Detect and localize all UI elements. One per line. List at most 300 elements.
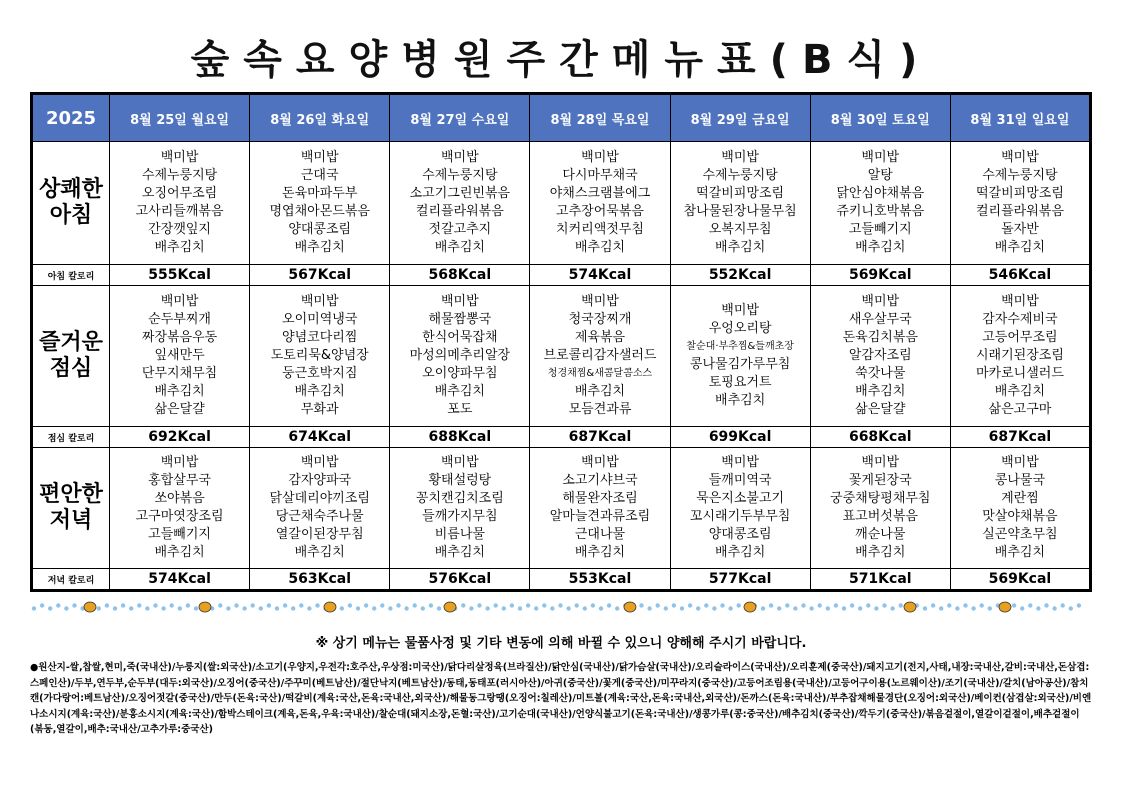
meal-label-line: 저녁 bbox=[49, 508, 93, 533]
bubble-dot bbox=[170, 603, 174, 607]
bubble-dot bbox=[372, 606, 376, 610]
notice-text: ※ 상기 메뉴는 물품사정 및 기타 변동에 의해 바뀔 수 있으니 양해해 주시기 바랍니다. bbox=[315, 636, 807, 651]
bubble-dot bbox=[380, 603, 384, 607]
bubble-dot bbox=[858, 606, 862, 610]
dish-item: 꽃게된장국 bbox=[848, 473, 912, 488]
dish-item: 배추김치 bbox=[434, 240, 485, 255]
dish-item: 배추김치 bbox=[855, 240, 906, 255]
dish-item: 배추김치 bbox=[434, 545, 485, 560]
dish-item: 실곤약초무침 bbox=[982, 527, 1058, 542]
bubble-dot bbox=[923, 606, 927, 610]
dish-item: 해물짬뽕국 bbox=[428, 312, 492, 327]
fish-icon bbox=[999, 602, 1011, 612]
bubble-dot bbox=[477, 603, 481, 607]
bubble-dot bbox=[1077, 603, 1081, 607]
dish-item: 백미밥 bbox=[160, 150, 199, 165]
dish-item: 당근채숙주나물 bbox=[275, 509, 364, 524]
meal-row bbox=[32, 448, 1091, 569]
dish-item: 명엽채아몬드볶음 bbox=[269, 204, 370, 219]
dish-item: 수제누룽지탕 bbox=[702, 168, 778, 183]
day-header: 8월 29일 금요일 bbox=[670, 94, 810, 142]
dish-item: 배추김치 bbox=[994, 384, 1046, 399]
year-cell: 2025 bbox=[32, 94, 110, 142]
dish-item: 간장깻잎지 bbox=[148, 222, 211, 237]
bubble-dot bbox=[461, 603, 465, 607]
bubble-dot bbox=[259, 606, 263, 610]
calorie-value: 555Kcal bbox=[110, 265, 250, 286]
dish-item: 배추김치 bbox=[154, 545, 205, 560]
dish-item: 백미밥 bbox=[861, 150, 900, 165]
dish-item: 삶은달걀 bbox=[154, 402, 205, 417]
meal-label-line: 상쾌한 bbox=[39, 177, 103, 202]
bubble-dot bbox=[526, 603, 530, 607]
menu-cell bbox=[810, 142, 950, 265]
dish-item: 고추장어묵볶음 bbox=[556, 204, 644, 219]
dish-item: 참나물된장나물무침 bbox=[683, 204, 797, 219]
dish-item: 열갈이된장무침 bbox=[275, 527, 364, 542]
dish-item: 수제누룽지탕 bbox=[982, 168, 1058, 183]
calorie-value: 563Kcal bbox=[250, 569, 390, 591]
dish-item: 배추김치 bbox=[574, 384, 626, 399]
dish-item: 닭살데리야끼조림 bbox=[269, 491, 370, 506]
meal-label-line: 즐거운 bbox=[39, 330, 103, 355]
bubble-dot bbox=[218, 603, 222, 607]
bubble-dot bbox=[728, 606, 732, 610]
bubble-dot bbox=[818, 603, 822, 607]
bubble-dot bbox=[510, 603, 514, 607]
fish-icon bbox=[744, 602, 756, 612]
menu-cell bbox=[110, 142, 250, 265]
bubble-dot bbox=[137, 603, 141, 607]
dish-item: 알감자조림 bbox=[848, 348, 912, 363]
dish-item: 마카로니샐러드 bbox=[975, 366, 1064, 381]
dish-item: 배추김치 bbox=[574, 545, 626, 560]
calorie-value: 568Kcal bbox=[390, 265, 530, 286]
bubble-dot bbox=[429, 603, 433, 607]
bubble-dot bbox=[485, 606, 489, 610]
bubble-dot bbox=[469, 606, 473, 610]
bubble-dot bbox=[704, 603, 708, 607]
bubble-dot bbox=[242, 606, 246, 610]
bubble-dot bbox=[615, 606, 619, 610]
dish-item: 백미밥 bbox=[300, 455, 339, 470]
bubble-dot bbox=[437, 606, 441, 610]
dish-item: 감자양파국 bbox=[288, 473, 352, 488]
bubble-dot bbox=[113, 606, 117, 610]
bubble-dot bbox=[64, 606, 68, 610]
day-header: 8월 26일 화요일 bbox=[250, 94, 390, 142]
dish-item: 배추김치 bbox=[715, 240, 766, 255]
bubble-dot bbox=[712, 606, 716, 610]
calorie-label: 점심 칼로리 bbox=[32, 427, 110, 448]
dish-item: 배추김치 bbox=[154, 384, 205, 399]
dish-item: 백미밥 bbox=[581, 455, 619, 470]
bubble-dot bbox=[664, 606, 668, 610]
bubble-dot bbox=[793, 606, 797, 610]
dish-item: 순두부찌개 bbox=[148, 312, 211, 327]
day-header: 8월 30일 토요일 bbox=[810, 94, 950, 142]
bubble-dot bbox=[1052, 606, 1056, 610]
menu-cell bbox=[530, 142, 670, 265]
menu-cell bbox=[530, 448, 670, 569]
bubble-dot bbox=[720, 603, 724, 607]
bubble-dot bbox=[518, 606, 522, 610]
dish-item: 떡갈비피망조림 bbox=[696, 186, 785, 201]
fish-icon bbox=[324, 602, 336, 612]
bubble-dot bbox=[834, 603, 838, 607]
bubble-dot bbox=[40, 603, 44, 607]
dish-item: 황태설렁탕 bbox=[428, 473, 492, 488]
bubble-dot bbox=[502, 606, 506, 610]
dish-item: 알탕 bbox=[867, 168, 893, 183]
dish-item: 백미밥 bbox=[300, 294, 339, 309]
meal-label-line: 점심 bbox=[49, 356, 93, 381]
bubble-dot bbox=[688, 603, 692, 607]
dish-item: 젓갈고추지 bbox=[428, 222, 492, 237]
bubble-dot bbox=[1020, 606, 1024, 610]
menu-cell bbox=[390, 142, 530, 265]
dish-item: 배추김치 bbox=[574, 240, 626, 255]
dish-item: 백미밥 bbox=[1001, 455, 1039, 470]
bubble-dot bbox=[105, 603, 109, 607]
bubble-dot bbox=[129, 606, 133, 610]
dish-item: 야채스크램블에그 bbox=[549, 186, 651, 201]
dish-item: 배추김치 bbox=[994, 240, 1046, 255]
bubble-dot bbox=[534, 606, 538, 610]
bubble-dot bbox=[737, 603, 741, 607]
dish-item: 돈육김치볶음 bbox=[842, 330, 918, 345]
bubble-dot bbox=[186, 603, 190, 607]
dish-item: 치커리액젓무침 bbox=[556, 222, 644, 237]
bubble-dot bbox=[696, 606, 700, 610]
bubble-dot bbox=[971, 606, 975, 610]
menu-cell bbox=[110, 286, 250, 427]
menu-cell bbox=[950, 286, 1090, 427]
dish-item: 쥬키니호박볶음 bbox=[836, 204, 925, 219]
dish-item: 해물완자조림 bbox=[562, 491, 638, 506]
bubble-dot bbox=[801, 603, 805, 607]
dish-item: 양대콩조림 bbox=[708, 527, 772, 542]
menu-cell bbox=[250, 286, 390, 427]
bubble-dot bbox=[161, 606, 165, 610]
bubble-dot bbox=[607, 603, 611, 607]
fish-icon bbox=[624, 602, 636, 612]
dish-item: 백미밥 bbox=[861, 294, 900, 309]
dish-item: 백미밥 bbox=[160, 455, 199, 470]
dish-item: 백미밥 bbox=[441, 294, 479, 309]
dish-item: 쑥갓나물 bbox=[855, 366, 906, 381]
dish-item: 양대콩조림 bbox=[288, 222, 352, 237]
fish-icon bbox=[84, 602, 96, 612]
dish-item: 백미밥 bbox=[160, 294, 199, 309]
dish-item: 청경채찜&새콤달콤소스 bbox=[547, 368, 653, 379]
calorie-value: 668Kcal bbox=[810, 427, 950, 448]
calorie-label: 저녁 칼로리 bbox=[32, 569, 110, 591]
bubble-dot bbox=[404, 606, 408, 610]
dish-item: 백미밥 bbox=[441, 150, 479, 165]
dish-item: 백미밥 bbox=[721, 455, 759, 470]
bubble-dot bbox=[388, 606, 392, 610]
bubble-dot bbox=[396, 603, 400, 607]
bubble-dot bbox=[558, 603, 562, 607]
bubble-dot bbox=[1061, 603, 1065, 607]
bubble-dot bbox=[494, 603, 498, 607]
bubble-dot bbox=[56, 603, 60, 607]
bubble-dot bbox=[153, 603, 157, 607]
bubble-dot bbox=[826, 606, 830, 610]
dish-item: 표고버섯볶음 bbox=[842, 509, 918, 524]
bubble-dot bbox=[769, 603, 773, 607]
menu-cell bbox=[670, 448, 810, 569]
menu-cell bbox=[810, 286, 950, 427]
bubble-dot bbox=[72, 603, 76, 607]
dish-item: 컬리플라워볶음 bbox=[415, 204, 504, 219]
meal-label bbox=[32, 448, 110, 569]
calorie-value: 574Kcal bbox=[110, 569, 250, 591]
bubble-dot bbox=[340, 606, 344, 610]
bubble-dot bbox=[299, 603, 303, 607]
dish-item: 근대국 bbox=[300, 168, 339, 183]
bubble-dot bbox=[315, 603, 319, 607]
dish-item: 고구마엿장조림 bbox=[135, 509, 224, 524]
dish-item: 짜장볶음우동 bbox=[141, 330, 218, 345]
weekly-menu-table bbox=[30, 92, 1092, 592]
menu-cell bbox=[250, 448, 390, 569]
calorie-row bbox=[32, 265, 1091, 286]
dish-item: 고사리들깨볶음 bbox=[135, 204, 224, 219]
dish-item: 오복지무침 bbox=[708, 222, 772, 237]
dish-item: 들깨미역국 bbox=[708, 473, 772, 488]
dish-item: 시래기된장조림 bbox=[975, 348, 1064, 363]
calorie-value: 692Kcal bbox=[110, 427, 250, 448]
bubble-dot bbox=[850, 603, 854, 607]
day-header: 8월 25일 월요일 bbox=[110, 94, 250, 142]
dish-item: 배추김치 bbox=[715, 393, 766, 408]
bubble-dot bbox=[194, 606, 198, 610]
dish-item: 백미밥 bbox=[721, 303, 759, 318]
calorie-value: 546Kcal bbox=[950, 265, 1090, 286]
decorative-fish-border bbox=[30, 600, 1092, 614]
meal-row bbox=[32, 286, 1091, 427]
dish-item: 꽁치캔김치조림 bbox=[415, 491, 504, 506]
calorie-value: 576Kcal bbox=[390, 569, 530, 591]
dish-item: 백미밥 bbox=[581, 150, 619, 165]
bubble-dot bbox=[639, 603, 643, 607]
calorie-row bbox=[32, 569, 1091, 591]
bubble-dot bbox=[32, 606, 36, 610]
dish-item: 도토리묵&양념장 bbox=[270, 348, 369, 363]
bubble-dot bbox=[542, 603, 546, 607]
bubble-dot bbox=[356, 606, 360, 610]
calorie-value: 569Kcal bbox=[950, 569, 1090, 591]
bubble-dot bbox=[307, 606, 311, 610]
bubble-dot bbox=[583, 606, 587, 610]
dish-item: 배추김치 bbox=[994, 545, 1046, 560]
bubble-dot bbox=[121, 603, 125, 607]
bubble-dot bbox=[283, 603, 287, 607]
dish-item: 홍합살무국 bbox=[148, 473, 211, 488]
menu-cell bbox=[390, 286, 530, 427]
menu-cell bbox=[530, 286, 670, 427]
dish-item: 찰순대·부추찜&들깨초장 bbox=[686, 341, 794, 352]
dish-item: 오이미역냉국 bbox=[282, 312, 358, 327]
bubble-dot bbox=[939, 606, 943, 610]
calorie-value: 553Kcal bbox=[530, 569, 670, 591]
dish-item: 배추김치 bbox=[154, 240, 205, 255]
origin-info: ●원산지-쌀,찹쌀,현미,죽(국내산)/누룽지(쌀:외국산)/소고기(우양지,우전각:호주산,우상점:미국산)/닭다리살정육(브라질산)/닭안심(국내산)/닭가슴살(국내산)/오리슬라이스(국내산)/오리훈제(중국산)/돼지고기(전지,사태,내장:국내산,갈비:국내산,돈삼겹:스페인산)/두부,연두부,순두부(대두:외국산)/오징어(중국산)/주꾸미(베트남산)/절단낙지(베트남산)/동태,동태포(러시아산)/아귀(중국산)/꽃게(중국산)/미꾸라지(중국산)/고등어조림용(국내산)/고등어구이용(노르웨이산)/조기(국내산)/갈치(남아공산)/참치캔(가다랑어:베트남산)/오징어젓갈(중국산)/만두(돈육:국산)/떡갈비(계육:국산,돈육:국내산,외국산)/해물동그랑땡(오징어:칠레산)/미트볼(계육:국산,돈육:국내산,외국산)/돈까스(돈육:국내산)/부추잡채해물경단(오징어:외국산)/베이컨(삼겹살:외국산)/비엔나소시지(계육:국산)/분홍소시지(계육:국산)/함박스테이크(계육,돈육,우육:국내산)/찰순대(돼지소장,돈혈:국산)/고기순대(국내산)/언양식불고기(돈육:국내산)/생콩가루(콩:중국산)/배추김치(중국산)/깍두기(중국산)/볶음겉절이,열갈이겉절이,배추겉절이(볶동,열갈이,배추:국내산/고추가루:중국산) bbox=[30, 662, 1092, 735]
dish-item: 양념코다리찜 bbox=[282, 330, 358, 345]
fish-icon bbox=[904, 602, 916, 612]
bubble-dot bbox=[251, 603, 255, 607]
dish-item: 백미밥 bbox=[300, 150, 339, 165]
dish-item: 청국장찌개 bbox=[568, 312, 632, 327]
calorie-value: 699Kcal bbox=[670, 427, 810, 448]
bubble-dot bbox=[591, 603, 595, 607]
bubble-dot bbox=[1028, 603, 1032, 607]
dish-item: 배추김치 bbox=[715, 545, 766, 560]
bubble-dot bbox=[275, 606, 279, 610]
bubble-dot bbox=[980, 603, 984, 607]
bubble-dot bbox=[550, 606, 554, 610]
bubble-dot bbox=[761, 606, 765, 610]
bubble-dot bbox=[1036, 606, 1040, 610]
dish-item: 근대나물 bbox=[574, 527, 626, 542]
day-header: 8월 28일 목요일 bbox=[530, 94, 670, 142]
meal-label bbox=[32, 142, 110, 265]
calorie-value: 571Kcal bbox=[810, 569, 950, 591]
page-title: 숲속요양병원주간메뉴표(B식) bbox=[190, 37, 932, 83]
dish-item: 콩나물국 bbox=[994, 473, 1046, 488]
menu-cell bbox=[390, 448, 530, 569]
dish-item: 잎새만두 bbox=[154, 348, 205, 363]
bubble-dot bbox=[866, 603, 870, 607]
day-header: 8월 31일 일요일 bbox=[950, 94, 1090, 142]
bubble-dot bbox=[421, 606, 425, 610]
bubble-dot bbox=[672, 603, 676, 607]
calorie-value: 567Kcal bbox=[250, 265, 390, 286]
dish-item: 꼬시래기두부무침 bbox=[689, 509, 791, 524]
dish-item: 수제누룽지탕 bbox=[422, 168, 498, 183]
bubble-dot bbox=[656, 603, 660, 607]
dish-item: 계란찜 bbox=[1001, 491, 1039, 506]
dish-item: 배추김치 bbox=[434, 384, 485, 399]
dish-item: 닭안심야채볶음 bbox=[836, 186, 925, 201]
dish-item: 돌자반 bbox=[1001, 222, 1039, 237]
bubble-dot bbox=[947, 603, 951, 607]
dish-item: 백미밥 bbox=[1001, 294, 1039, 309]
calorie-row bbox=[32, 427, 1091, 448]
dish-item: 깨순나물 bbox=[855, 527, 906, 542]
bubble-dot bbox=[97, 606, 101, 610]
dish-item: 둥근호박지짐 bbox=[282, 366, 358, 381]
menu-cell bbox=[950, 142, 1090, 265]
dish-item: 궁중채탕평채무침 bbox=[830, 491, 931, 506]
calorie-value: 552Kcal bbox=[670, 265, 810, 286]
dish-item: 단무지채무침 bbox=[141, 366, 218, 381]
bubble-dot bbox=[963, 603, 967, 607]
bubble-dot bbox=[647, 606, 651, 610]
bubble-dot bbox=[777, 606, 781, 610]
dish-item: 쏘야볶음 bbox=[154, 491, 205, 506]
calorie-value: 674Kcal bbox=[250, 427, 390, 448]
dish-item: 묵은지소불고기 bbox=[696, 491, 785, 506]
meal-label bbox=[32, 286, 110, 427]
dish-item: 삶은달걀 bbox=[855, 402, 906, 417]
dish-item: 백미밥 bbox=[1001, 150, 1039, 165]
menu-cell bbox=[670, 142, 810, 265]
calorie-value: 688Kcal bbox=[390, 427, 530, 448]
dish-item: 배추김치 bbox=[294, 384, 345, 399]
dish-item: 모듬견과류 bbox=[568, 402, 632, 417]
menu-cell bbox=[950, 448, 1090, 569]
bubble-dot bbox=[680, 606, 684, 610]
bubble-dot bbox=[575, 603, 579, 607]
bubble-dot bbox=[931, 603, 935, 607]
bubble-dot bbox=[955, 606, 959, 610]
day-header: 8월 27일 수요일 bbox=[390, 94, 530, 142]
dish-item: 비름나물 bbox=[434, 527, 485, 542]
dish-item: 고등어무조림 bbox=[982, 330, 1058, 345]
calorie-value: 687Kcal bbox=[530, 427, 670, 448]
bubble-dot bbox=[899, 603, 903, 607]
calorie-label: 아침 칼로리 bbox=[32, 265, 110, 286]
dish-item: 포도 bbox=[447, 402, 473, 417]
bubble-dot bbox=[48, 606, 52, 610]
dish-item: 콩나물김가루무침 bbox=[689, 357, 791, 372]
header-row bbox=[32, 94, 1091, 142]
dish-item: 수제누룽지탕 bbox=[141, 168, 218, 183]
bubble-dot bbox=[291, 606, 295, 610]
dish-item: 브로콜리감자샐러드 bbox=[543, 348, 657, 363]
dish-item: 배추김치 bbox=[855, 545, 906, 560]
fish-icon bbox=[444, 602, 456, 612]
bubble-dot bbox=[226, 606, 230, 610]
bubble-dot bbox=[988, 606, 992, 610]
dish-item: 오징어무조림 bbox=[141, 186, 218, 201]
bubble-dot bbox=[178, 606, 182, 610]
dish-item: 우엉오리탕 bbox=[708, 321, 772, 336]
fish-icon bbox=[199, 602, 211, 612]
meal-row bbox=[32, 142, 1091, 265]
menu-cell bbox=[670, 286, 810, 427]
bubble-dot bbox=[1044, 603, 1048, 607]
dish-item: 고들빼기지 bbox=[148, 527, 211, 542]
dish-item: 들깨가지무침 bbox=[422, 509, 498, 524]
bubble-dot bbox=[785, 603, 789, 607]
dish-item: 마성의메추리알장 bbox=[409, 348, 511, 363]
bubble-dot bbox=[1069, 606, 1073, 610]
dish-item: 제육볶음 bbox=[574, 330, 626, 345]
dish-item: 새우살무국 bbox=[848, 312, 912, 327]
bubble-dot bbox=[809, 606, 813, 610]
dish-item: 컬리플라워볶음 bbox=[975, 204, 1064, 219]
dish-item: 배추김치 bbox=[294, 545, 345, 560]
dish-item: 맛살야채볶음 bbox=[982, 509, 1058, 524]
bubble-dot bbox=[874, 606, 878, 610]
dish-item: 배추김치 bbox=[294, 240, 345, 255]
dish-item: 돈육마파두부 bbox=[282, 186, 358, 201]
dish-item: 소고기샤브국 bbox=[562, 473, 638, 488]
bubble-dot bbox=[882, 603, 886, 607]
bubble-dot bbox=[842, 606, 846, 610]
bubble-dot bbox=[566, 606, 570, 610]
dish-item: 배추김치 bbox=[855, 384, 906, 399]
bubble-dot bbox=[413, 603, 417, 607]
bubble-dot bbox=[145, 606, 149, 610]
bubble-dot bbox=[234, 603, 238, 607]
bubble-dot bbox=[599, 606, 603, 610]
dish-item: 백미밥 bbox=[581, 294, 619, 309]
